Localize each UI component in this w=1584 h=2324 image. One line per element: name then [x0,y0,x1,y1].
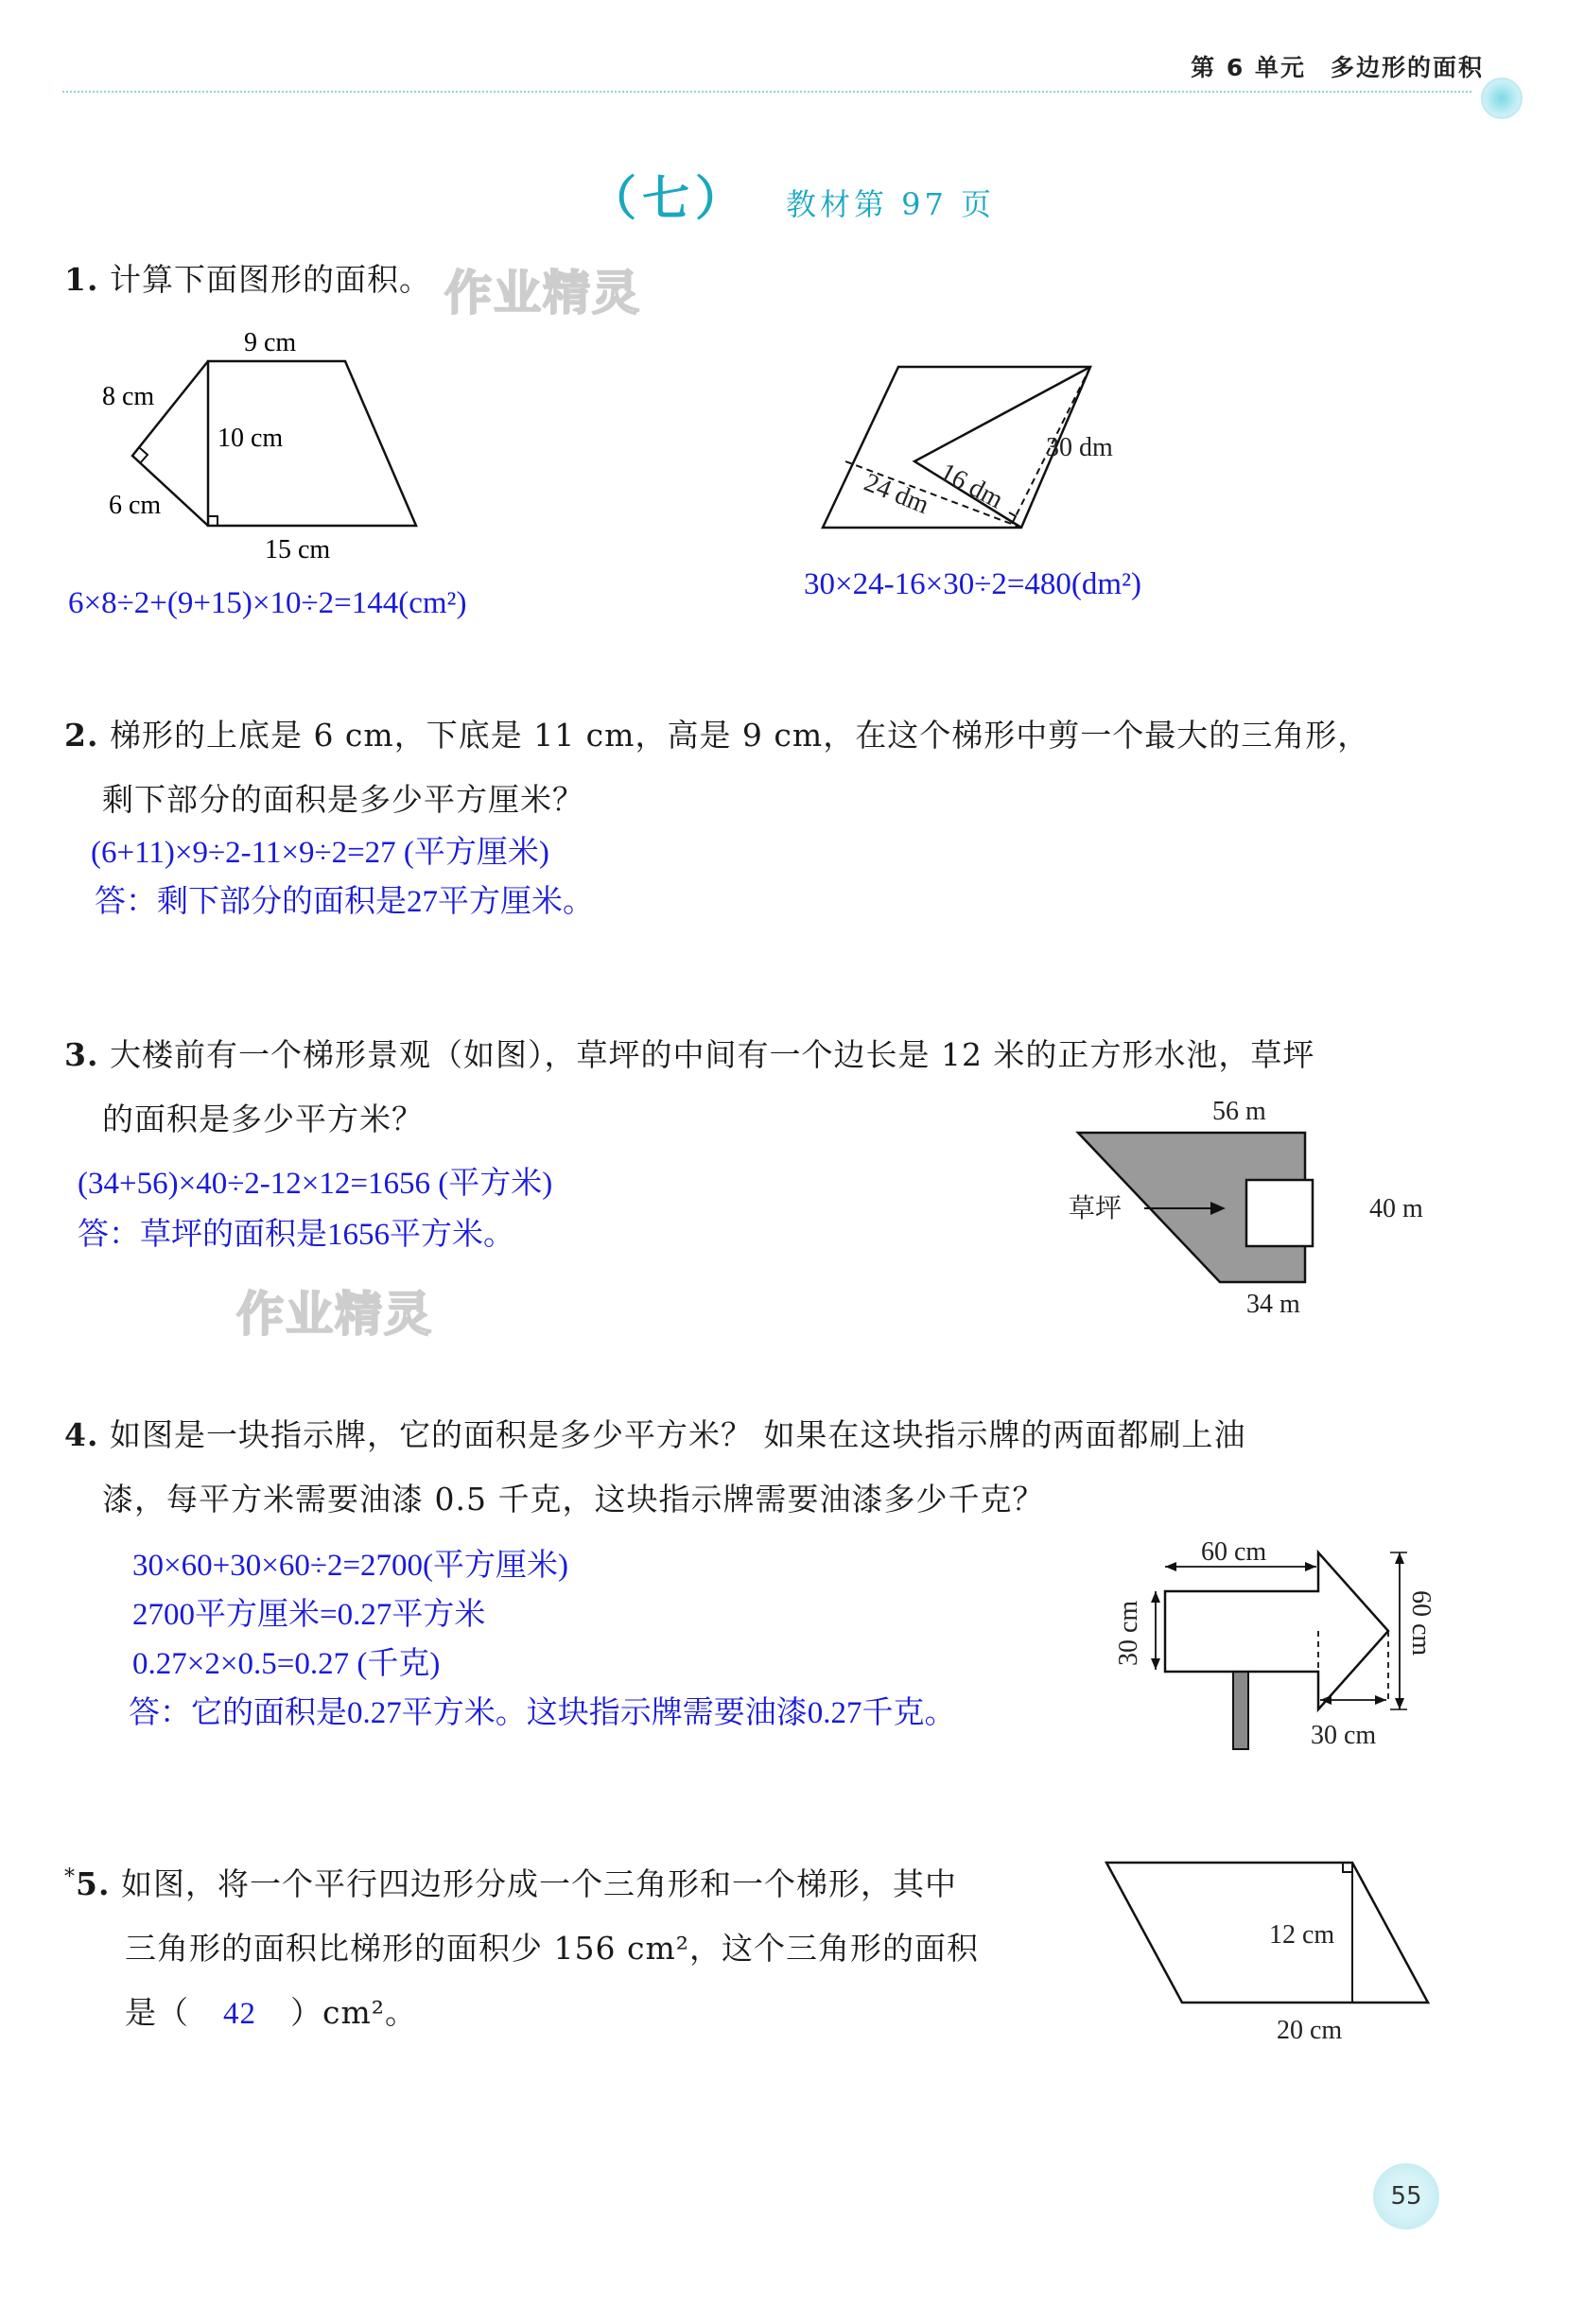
textbook-ref: 教材第 97 页 [785,186,996,222]
q4-bottom-label: 30 cm [1311,1721,1377,1750]
q4-answer-3: 0.27×2×0.5=0.27 (千克) [132,1647,441,1681]
q2-line2: 剩下部分的面积是多少平方厘米？ [102,781,584,818]
q3-top-label: 56 m [1212,1097,1266,1126]
watermark: 作业精灵 [444,266,641,321]
fig1-top-label: 9 cm [244,328,297,357]
q5-star: * [64,1865,76,1889]
q4-answer-2: 2700平方厘米=0.27平方米 [132,1598,486,1632]
unit-label: 第 6 单元 [1191,54,1306,81]
q4-top-label: 60 cm [1201,1537,1267,1567]
fig1-slant-label: 8 cm [102,382,155,411]
q3-bottom-label: 34 m [1246,1290,1300,1319]
q3-answer-2: 答：草坪的面积是1656平方米。 [78,1218,514,1252]
q5-line3b: ）cm²。 [290,1994,418,2031]
q1-answer-2: 30×24-16×30÷2=480(dm²) [804,567,1141,601]
section-number: （七） [588,171,748,226]
q1-text [64,248,431,312]
fig1-short-label: 6 cm [109,491,162,520]
q4-line2: 漆，每平方米需要油漆 0.5 千克，这块指示牌需要油漆多少千克？ [102,1481,1045,1518]
q4-right-label: 60 cm [1406,1590,1436,1656]
q4-number: 4. [64,1416,99,1453]
q4-figure-signboard [1106,1532,1466,1759]
q2-line1: 梯形的上底是 6 cm，下底是 11 cm，高是 9 cm，在这个梯形中剪一个最大的三角形， [109,717,1370,754]
fig2-30dm-label: 30 dm [1046,433,1113,462]
fig1-bottom-label: 15 cm [265,535,331,564]
q3-line1: 大楼前有一个梯形景观（如图），草坪的中间有一个边长是 12 米的正方形水池，草坪 [109,1036,1315,1073]
q1-figure-trapezoid [95,321,548,567]
q1-figure-parallelogram [813,359,1210,567]
q4-line1: 如图是一块指示牌，它的面积是多少平方米？ 如果在这块指示牌的两面都刷上油 [109,1416,1246,1453]
q5-number: 5. [76,1865,111,1902]
q4-text [64,1403,1245,1532]
header-ornament-icon [1481,78,1523,119]
q5-text [64,1846,979,2045]
header-divider [62,91,1471,93]
q3-answer-1: (34+56)×40÷2-12×12=1656 (平方米) [78,1167,553,1201]
q5-bottom-label: 20 cm [1277,2016,1343,2045]
q5-height-label: 12 cm [1269,1920,1335,1950]
q3-line2: 的面积是多少平方米？ [102,1101,424,1137]
q5-line3a: 是（ [125,1994,189,2031]
fig2-24dm-label: 24 dm [860,467,933,521]
q2-answer-1: (6+11)×9÷2-11×9÷2=27 (平方厘米) [91,836,549,870]
q3-figure-lawn [1069,1087,1485,1319]
fig2-16dm-label: 16 dm [934,457,1008,515]
q3-number: 3. [64,1036,99,1073]
q3-right-label: 40 m [1369,1194,1423,1223]
q5-line1: 如图，将一个平行四边形分成一个三角形和一个梯形，其中 [120,1865,957,1902]
q1-number: 1. [64,261,99,298]
page-number: 55 [1373,2163,1439,2229]
section-title [0,161,1584,229]
q1-answer-1: 6×8÷2+(9+15)×10÷2=144(cm²) [68,586,467,620]
q5-figure-parallelogram [1097,1853,1475,2071]
q5-answer: 42 [223,1997,256,2031]
topic-label: 多边形的面积 [1330,54,1484,81]
q1-prompt: 计算下面图形的面积。 [109,261,431,298]
running-header [1166,49,1484,83]
q2-answer-2: 答：剩下部分的面积是27平方厘米。 [95,885,594,919]
watermark-2: 作业精灵 [236,1287,433,1342]
q4-answer-1: 30×60+30×60÷2=2700(平方厘米) [132,1549,569,1583]
q2-text [64,703,1369,832]
q4-answer-4: 答：它的面积是0.27平方米。这块指示牌需要油漆0.27千克。 [129,1696,956,1730]
fig1-height-label: 10 cm [218,424,284,453]
q2-number: 2. [64,717,99,754]
q4-left-label: 30 cm [1114,1600,1143,1666]
q5-line2: 三角形的面积比梯形的面积少 156 cm²，这个三角形的面积 [125,1930,979,1967]
q3-lawn-label: 草坪 [1069,1192,1123,1223]
